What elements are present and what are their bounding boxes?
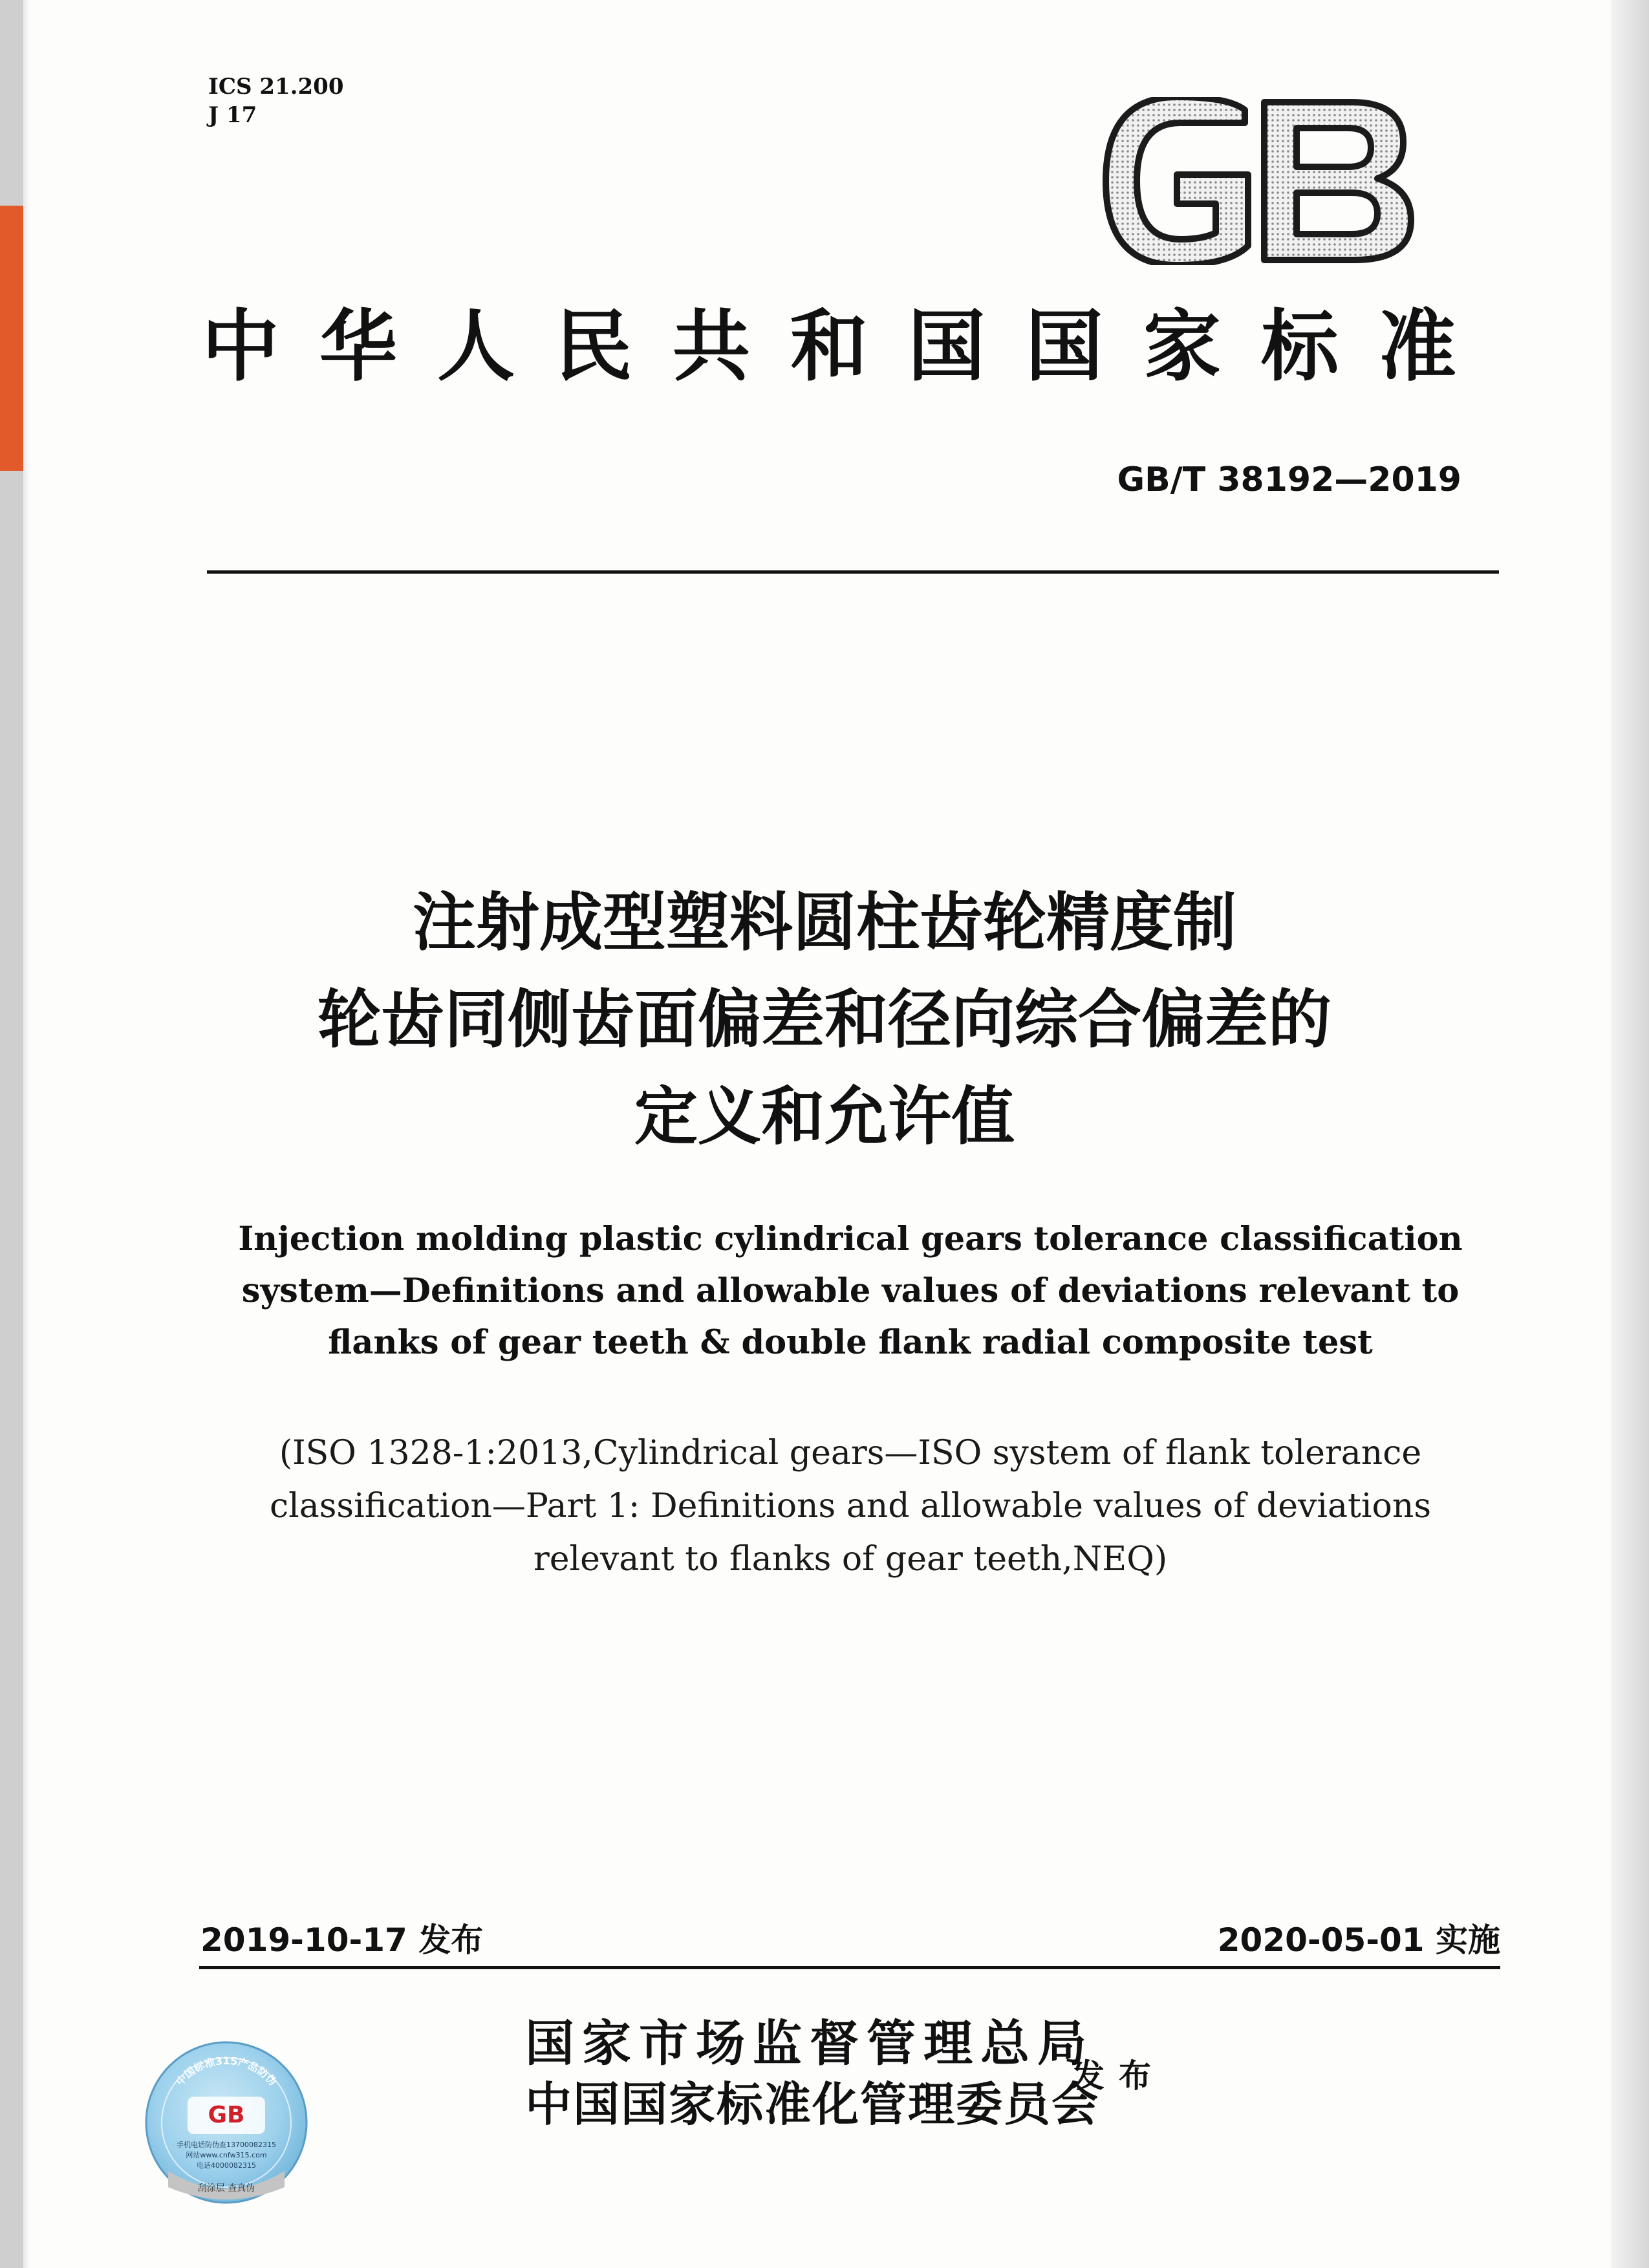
date-row xyxy=(200,1914,1500,1960)
iso-reference-line-1: (ISO 1328-1:2013,Cylindrical gears—ISO system of flank tolerance xyxy=(279,1434,1422,1473)
iso-reference xyxy=(0,1427,1649,1586)
seal-line-1: 手机电话防伪查13700082315 xyxy=(177,2141,276,2149)
bottom-divider xyxy=(199,1966,1500,1969)
chinese-title xyxy=(0,874,1649,1165)
issue-date: 2019-10-17 发布 xyxy=(200,1921,484,1959)
top-divider xyxy=(207,570,1499,574)
issuer-samr: 国家市场监督管理总局 xyxy=(525,2014,1094,2072)
english-title-line-3: flanks of gear teeth & double flank radial composite test xyxy=(328,1323,1373,1362)
english-title xyxy=(0,1213,1649,1368)
seal-scratch-text: 刮涂层 查真伪 xyxy=(197,2183,255,2194)
scan-orange-strip xyxy=(0,206,23,471)
issuer-sac: 中国国家标准化管理委员会 xyxy=(525,2077,1100,2132)
ccs-code: J 17 xyxy=(208,102,257,128)
english-title-line-2: system—Definitions and allowable values of deviations relevant to xyxy=(241,1271,1460,1310)
national-standard-title: 中华人民共和国国家标准 xyxy=(202,301,1496,392)
seal-logo: GB xyxy=(208,2102,245,2128)
seal-line-3: 电话4000082315 xyxy=(197,2161,256,2170)
iso-reference-line-2: classification—Part 1: Definitions and allowable values of deviations xyxy=(269,1487,1432,1526)
classification-codes xyxy=(208,72,343,129)
issuing-authorities xyxy=(525,2013,1099,2134)
english-title-line-1: Injection molding plastic cylindrical gears tolerance classification xyxy=(238,1220,1463,1258)
ics-code: ICS 21.200 xyxy=(208,74,344,100)
gb-logo xyxy=(1099,97,1416,265)
iso-reference-line-3: relevant to flanks of gear teeth,NEQ) xyxy=(533,1540,1168,1579)
standard-code: GB/T 38192—2019 xyxy=(1117,460,1461,499)
chinese-title-line-2: 轮齿同侧齿面偏差和径向综合偏差的 xyxy=(317,983,1331,1057)
chinese-title-line-3: 定义和允许值 xyxy=(634,1080,1015,1154)
chinese-title-line-1: 注射成型塑料圆柱齿轮精度制 xyxy=(412,886,1236,960)
implementation-date: 2020-05-01 实施 xyxy=(1217,1921,1500,1959)
anti-counterfeit-seal xyxy=(142,2038,310,2207)
seal-top-text: 中国标准315产品防伪 xyxy=(173,2055,279,2088)
issue-label: 发布 xyxy=(1072,2057,1165,2095)
seal-line-2: 网站www.cnfw315.com xyxy=(186,2151,267,2159)
